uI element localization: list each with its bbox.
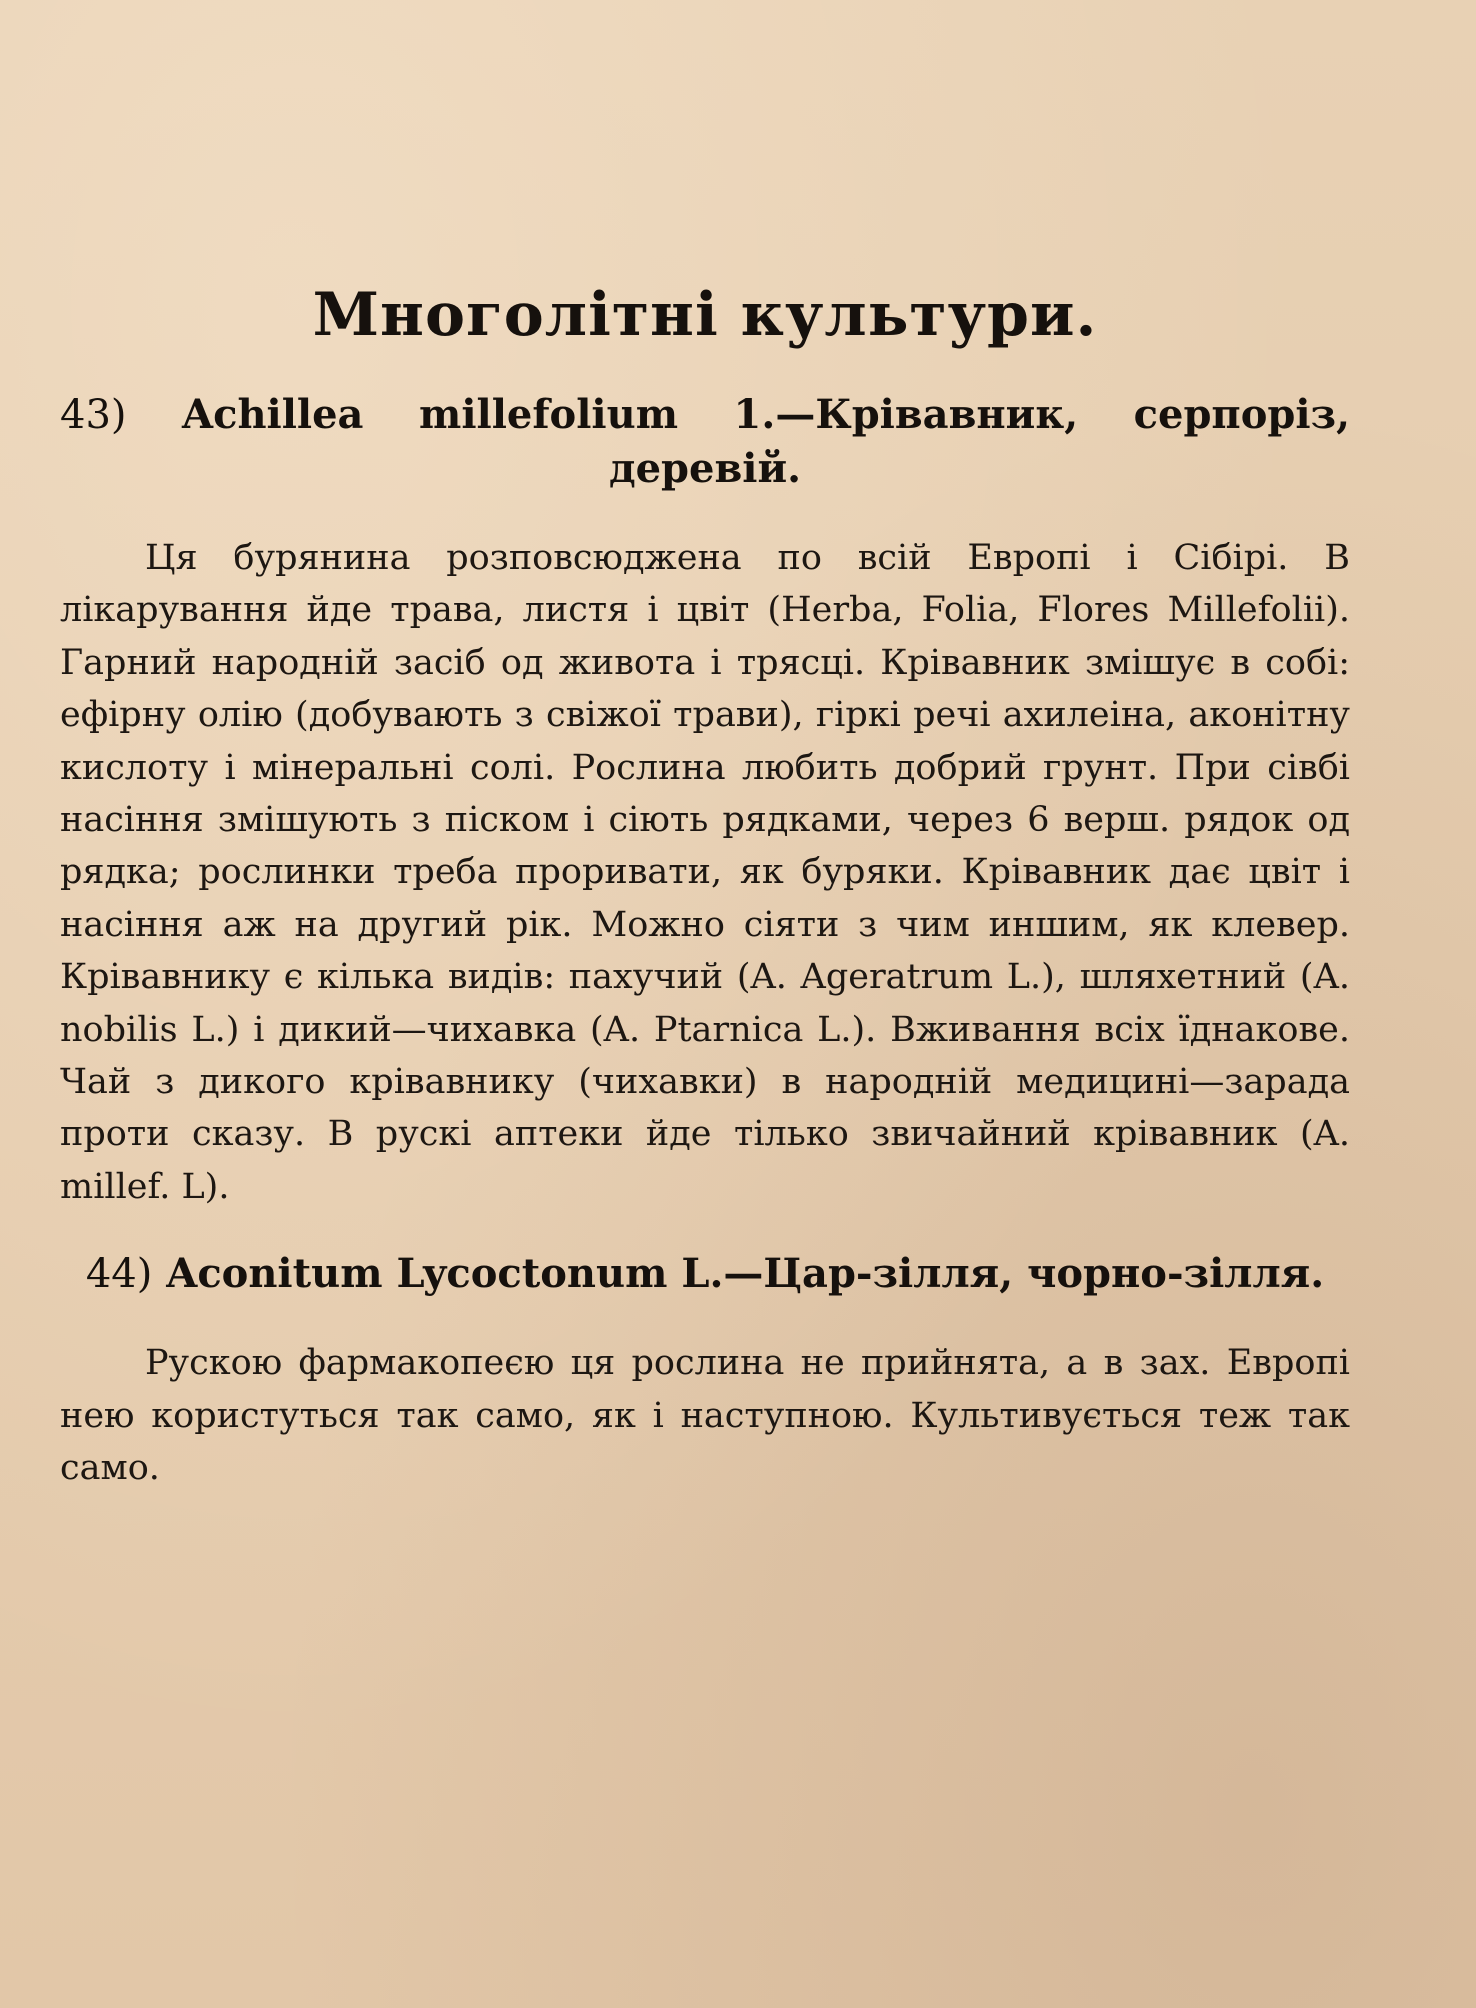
entry-number: 43) xyxy=(60,392,127,438)
entry-title: Aconitum Lycoctonum L.—Цар-зілля, чорно-зілля. xyxy=(166,1250,1325,1298)
entry-number: 44) xyxy=(85,1251,153,1298)
entry-44 xyxy=(60,1247,1350,1494)
entry-body: Ця бурянина розповсюджена по всій Европі і Сібірі. В лікарування йде трава, листя і цвіт (Herba, Folia, Flores Millefolii). Гарний народній засіб од живота і трясці. Крівавник змішує в собі: ефірну олію (добувають з свіжої трави), гіркі речі ахилеіна, аконітну кислоту і мінеральні солі. Рослина любить добрий грунт. При сівбі насіння змішують з піском і сіють рядками, через 6 верш. рядок од рядка; рослинки треба проривати, як буряки. Крівавник дає цвіт і насіння аж на другий рік. Можно сіяти з чим иншим, як клевер. Крівавнику є кілька видів: пахучий (A. Ageratrum L.), шляхетний (A. nobilis L.) і дикий—чихавка (A. Ptarnica L.). Вживання всіх їднакове. Чай з дикого крівавнику (чихавки) в народній медицині—зарада проти сказу. В рускі аптеки йде тілько звичайний крівавник (A. millef. L). xyxy=(60,538,1350,1207)
entry-heading xyxy=(60,388,1350,496)
entry-43 xyxy=(60,388,1350,1213)
entry-body: Рускою фармакопеєю ця рослина не прийнята, а в зах. Европі нею користуться так само, як і наступною. Культивується теж так само. xyxy=(60,1343,1350,1489)
entry-heading xyxy=(60,1247,1350,1301)
entry-title: Achillea millefolium 1.—Крівавник, серпоріз, деревій. xyxy=(182,391,1350,492)
page-content xyxy=(60,280,1350,1529)
section-title: Многолітні культури. xyxy=(312,280,1098,350)
